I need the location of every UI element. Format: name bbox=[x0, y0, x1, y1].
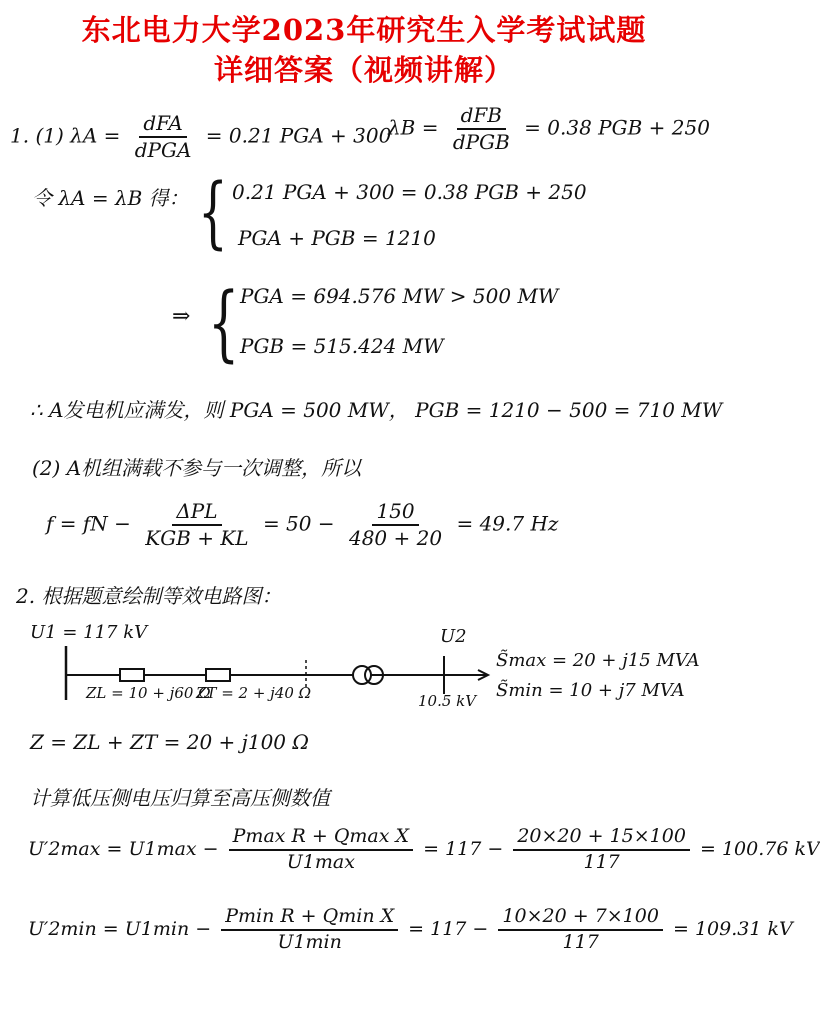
q2-text: (2) A机组满载不参与一次调整，所以 bbox=[32, 456, 362, 480]
u2max-mid: = 117 − bbox=[423, 837, 504, 860]
zt-label: ZT = 2 + j40 Ω bbox=[196, 684, 312, 702]
freq-mid: = 50 − bbox=[262, 511, 335, 536]
u2max-denominator-2: 117 bbox=[583, 850, 620, 873]
zl-label: ZL = 10 + j60 Ω bbox=[86, 684, 211, 702]
result-line-1: PGA = 694.576 MW > 500 MW bbox=[240, 284, 559, 308]
u2max-fraction-2 bbox=[513, 826, 690, 874]
transformer-impedance-symbol bbox=[206, 669, 230, 681]
freq-numerator-2: 150 bbox=[372, 500, 418, 526]
freq-denominator-2: 480 + 20 bbox=[348, 526, 443, 550]
lambda-a-lhs: λA = bbox=[70, 123, 121, 148]
lambda-b-rhs: = 0.38 PGB + 250 bbox=[524, 115, 710, 140]
result-line-2: PGB = 515.424 MW bbox=[240, 334, 444, 358]
u2max-denominator-1: U1max bbox=[286, 850, 355, 873]
u2min-rhs: = 109.31 kV bbox=[673, 917, 793, 940]
freq-rhs: = 49.7 Hz bbox=[456, 511, 559, 536]
equation-system-line-1: 0.21 PGA + 300 = 0.38 PGB + 250 bbox=[232, 180, 587, 204]
equation-system-brace: { bbox=[198, 168, 228, 258]
u2max-numerator-2: 20×20 + 15×100 bbox=[513, 826, 690, 851]
lambda-b-denominator: dPGB bbox=[452, 130, 510, 154]
u2min-numerator-2: 10×20 + 7×100 bbox=[498, 906, 663, 931]
calc-note: 计算低压侧电压归算至高压侧数值 bbox=[30, 786, 330, 810]
u2min-denominator-2: 117 bbox=[562, 930, 599, 953]
set-equal-text: 令 λA = λB 得： bbox=[32, 186, 189, 210]
q2-intro: 2. 根据题意绘制等效电路图： bbox=[16, 584, 282, 608]
u2min-mid: = 117 − bbox=[408, 917, 489, 940]
implies-arrow: ⇒ bbox=[172, 304, 191, 329]
lambda-b-numerator: dFB bbox=[457, 104, 506, 130]
q1-conclusion: ∴ A发电机应满发，则 PGA = 500 MW， PGB = 1210 − 500 = 710 MW bbox=[30, 398, 723, 422]
freq-denominator-1: KGB + KL bbox=[145, 526, 249, 550]
u2min-fraction-2 bbox=[498, 906, 663, 954]
q1-label: 1. (1) bbox=[10, 123, 64, 148]
u2min-numerator-1: Pmin R + Qmin X bbox=[221, 906, 398, 931]
u2max-fraction-1 bbox=[229, 826, 413, 874]
u2min-equation bbox=[28, 906, 793, 954]
u2max-equation bbox=[28, 826, 820, 874]
lv-voltage-label: 10.5 kV bbox=[418, 692, 477, 710]
line-impedance-symbol bbox=[120, 669, 144, 681]
u2min-fraction-1 bbox=[221, 906, 398, 954]
freq-lhs: f = fN − bbox=[46, 511, 131, 536]
lambda-a-numerator: dFA bbox=[139, 112, 186, 138]
lambda-a-rhs: = 0.21 PGA + 300 bbox=[205, 123, 392, 148]
lambda-a-denominator: dPGA bbox=[134, 138, 192, 162]
u2max-numerator-1: Pmax R + Qmax X bbox=[229, 826, 413, 851]
u1-label: U1 = 117 kV bbox=[30, 622, 148, 643]
u2-label: U2 bbox=[440, 626, 467, 647]
smax-label: S̃max = 20 + j15 MVA bbox=[496, 650, 700, 671]
u2max-lhs: U′2max = U1max − bbox=[28, 837, 219, 860]
u2max-rhs: = 100.76 kV bbox=[700, 837, 820, 860]
page-title: 东北电力大学2023年研究生入学考试试题 bbox=[81, 13, 647, 47]
smin-label: S̃min = 10 + j7 MVA bbox=[496, 680, 685, 701]
u2min-lhs: U′2min = U1min − bbox=[28, 917, 212, 940]
result-system-brace: { bbox=[208, 276, 240, 371]
total-impedance: Z = ZL + ZT = 20 + j100 Ω bbox=[30, 730, 309, 754]
page-subtitle: 详细答案（视频讲解） bbox=[213, 53, 514, 87]
equation-system-line-2: PGA + PGB = 1210 bbox=[238, 226, 436, 250]
freq-numerator-1: ΔPL bbox=[172, 500, 221, 526]
lambda-b-lhs: λB = bbox=[388, 115, 439, 140]
u2min-denominator-1: U1min bbox=[277, 930, 342, 953]
